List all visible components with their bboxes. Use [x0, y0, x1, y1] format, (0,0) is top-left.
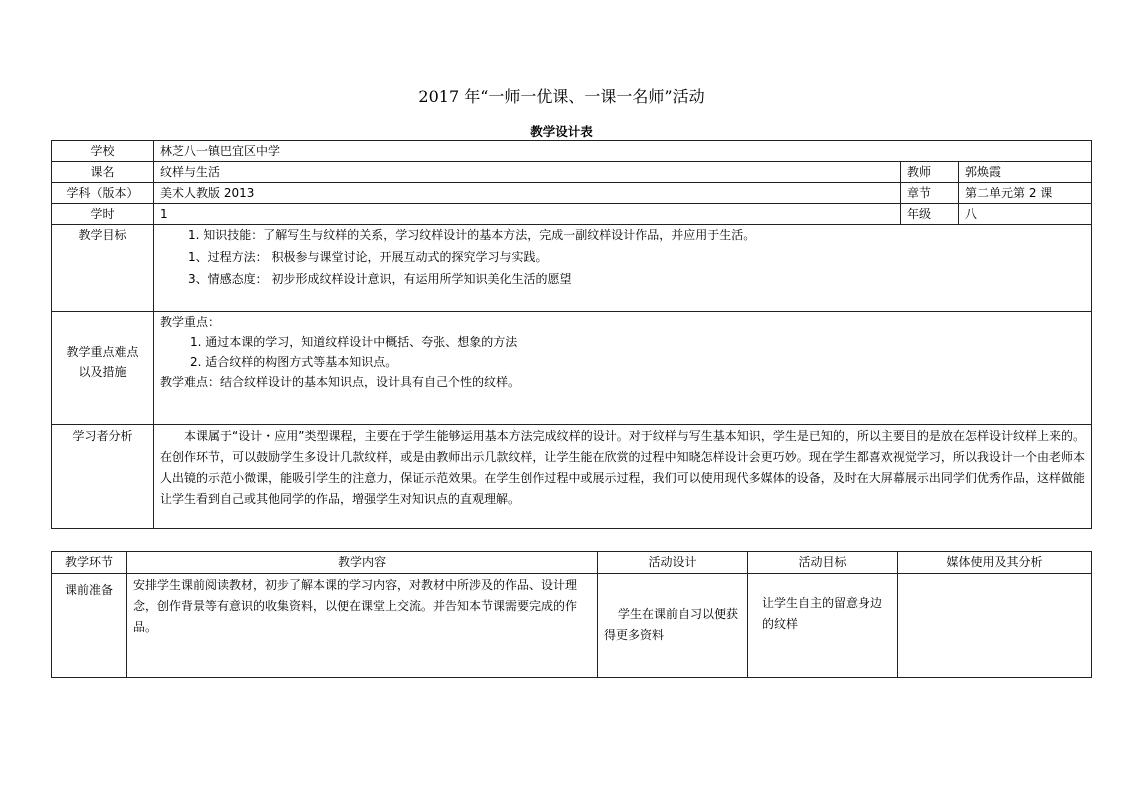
header-content: 教学内容: [127, 552, 598, 574]
course-value: 纹样与生活: [154, 162, 901, 183]
subject-row: [52, 183, 1092, 204]
course-label: 课名: [52, 162, 154, 183]
chapter-label: 章节: [901, 183, 959, 204]
analysis-row: [52, 425, 1092, 529]
process-header-row: [52, 552, 1092, 574]
grade-label: 年级: [901, 204, 959, 225]
grade-value: 八: [959, 204, 1092, 225]
school-row: [52, 141, 1092, 162]
teacher-label: 教师: [901, 162, 959, 183]
difficulty-text: 教学难点：结合纹样设计的基本知识点，设计具有自己个性的纹样。: [160, 375, 521, 389]
media-cell: [898, 574, 1092, 678]
header-activity: 活动设计: [598, 552, 748, 574]
goal-cell: 让学生自主的留意身边的纹样: [748, 574, 898, 678]
content-cell: 安排学生课前阅读教材，初步了解本课的学习内容，对教材中所涉及的作品、设计理念，创作背景等有意识的收集资料，以便在课堂上交流。并告知本节课需要完成的作品。: [127, 574, 598, 678]
objectives-row: [52, 225, 1092, 312]
hours-label: 学时: [52, 204, 154, 225]
stage-cell: 课前准备: [52, 574, 127, 678]
teacher-value: 郭焕霞: [959, 162, 1092, 183]
keypoints-label-line2: 以及措施: [78, 365, 127, 379]
hours-value: 1: [154, 204, 901, 225]
focus-item: 1. 通过本课的学习，知道纹样设计中概括、夸张、想象的方法: [190, 335, 518, 349]
keypoints-label-line1: 教学重点难点: [66, 345, 139, 359]
header-media: 媒体使用及其分析: [898, 552, 1092, 574]
header-stage: 教学环节: [52, 552, 127, 574]
objectives-label: 教学目标: [52, 225, 154, 312]
focus-title: 教学重点：: [160, 315, 221, 329]
document-title: 2017 年“一师一优课、一课一名师”活动: [418, 87, 705, 106]
hours-row: [52, 204, 1092, 225]
chapter-value: 第二单元第 2 课: [959, 183, 1092, 204]
subject-label: 学科（版本）: [52, 183, 154, 204]
objective-item: 1. 知识技能：了解写生与纹样的关系，学习纹样设计的基本方法，完成一副纹样设计作品，并应用于生活。: [188, 228, 756, 242]
activity-cell: 学生在课前自习以便获得更多资料: [598, 574, 748, 678]
keypoints-row: [52, 312, 1092, 425]
keypoints-content: [154, 312, 1092, 425]
process-table: [51, 551, 1092, 678]
analysis-label: 学习者分析: [52, 425, 154, 529]
header-goal: 活动目标: [748, 552, 898, 574]
school-value: 林芝八一镇巴宜区中学: [154, 141, 1092, 162]
document-subtitle: 教学设计表: [530, 124, 593, 139]
analysis-text: 本课属于“设计・应用”类型课程，主要在于学生能够运用基本方法完成纹样的设计。对于纹样与写生基本知识，学生是已知的，所以主要目的是放在怎样设计纹样上来的。在创作环节，可以鼓励学生多设计几款纹样，或是由教师出示几款纹样，让学生能在欣赏的过程中知晓怎样设计会更巧妙。现在学生都喜欢视觉学习，所以我设计一个由老师本人出镜的示范小微课，能吸引学生的注意力，保证示范效果。在学生创作过程中或展示过程，我们可以使用现代多媒体的设备，及时在大屏幕展示出同学们优秀作品，这样做能让学生看到自己或其他同学的作品，增强学生对知识点的直观理解。: [154, 425, 1092, 529]
objectives-content: [154, 225, 1092, 312]
focus-item: 2. 适合纹样的构图方式等基本知识点。: [190, 355, 398, 369]
course-row: [52, 162, 1092, 183]
design-info-table: [51, 140, 1092, 529]
objective-item: 1、过程方法： 积极参与课堂讨论，开展互动式的探究学习与实践。: [188, 250, 548, 264]
school-label: 学校: [52, 141, 154, 162]
subject-value: 美术人教版 2013: [154, 183, 901, 204]
table-row: [52, 574, 1092, 678]
objective-item: 3、情感态度： 初步形成纹样设计意识，有运用所学知识美化生活的愿望: [188, 272, 572, 286]
keypoints-label: [52, 312, 154, 425]
